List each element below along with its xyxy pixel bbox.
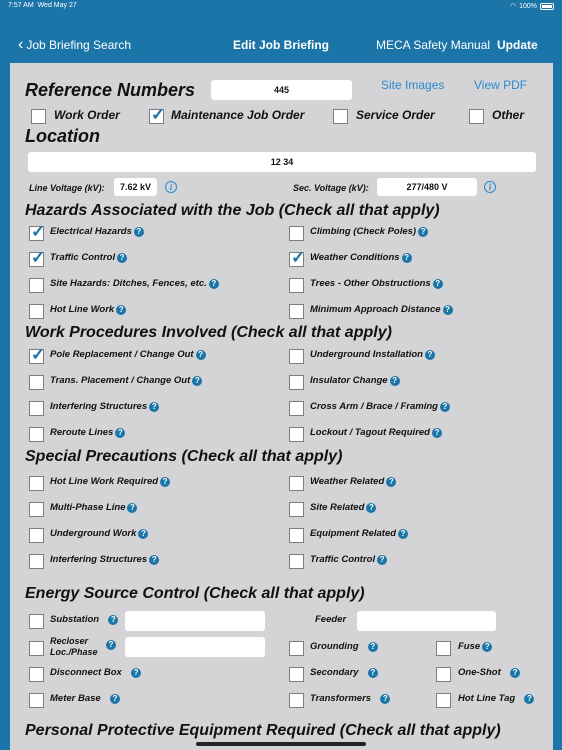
help-icon[interactable]: ?: [116, 305, 126, 315]
help-icon[interactable]: ?: [160, 477, 170, 487]
cross-arm-label: Cross Arm / Brace / Framing ?: [310, 401, 450, 412]
maintenance-job-order-checkbox[interactable]: [149, 105, 166, 124]
status-time: 7:57 AM Wed May 27: [8, 2, 77, 9]
recloser-checkbox[interactable]: [29, 641, 44, 656]
meter-base-label: Meter Base ?: [50, 693, 120, 704]
other-checkbox[interactable]: [469, 109, 484, 124]
help-icon[interactable]: ?: [433, 279, 443, 289]
insulator-change-label: Insulator Change ?: [310, 375, 400, 386]
traffic-control-checkbox[interactable]: [29, 248, 46, 267]
substation-checkbox[interactable]: [29, 614, 44, 629]
service-order-label: Service Order: [356, 108, 435, 122]
update-button[interactable]: Update: [497, 38, 538, 52]
help-icon[interactable]: ?: [443, 305, 453, 315]
checkmark-icon: ✓: [31, 222, 46, 241]
recloser-label: Recloser Loc./Phase: [50, 636, 98, 657]
transformers-label: Transformers ?: [310, 693, 390, 704]
sec-voltage-label: Sec. Voltage (kV):: [293, 183, 369, 193]
help-icon[interactable]: ?: [134, 227, 144, 237]
help-icon[interactable]: ?: [510, 668, 520, 678]
grounding-label: Grounding ?: [310, 641, 378, 652]
trans-placement-checkbox[interactable]: [29, 375, 44, 390]
transformers-checkbox[interactable]: [289, 693, 304, 708]
secondary-checkbox[interactable]: [289, 667, 304, 682]
help-icon[interactable]: ?: [127, 503, 137, 513]
interfering-structures-precaution-label: Interfering Structures ?: [50, 554, 159, 565]
help-icon[interactable]: ?: [110, 694, 120, 704]
form-panel: [10, 63, 553, 750]
hot-line-work-required-checkbox[interactable]: [29, 476, 44, 491]
underground-work-checkbox[interactable]: [29, 528, 44, 543]
equipment-related-label: Equipment Related ?: [310, 528, 408, 539]
climbing-checkbox[interactable]: [289, 226, 304, 241]
interfering-structures-checkbox[interactable]: [29, 401, 44, 416]
chevron-left-icon: ‹: [18, 36, 24, 53]
feeder-label: Feeder: [315, 614, 347, 625]
one-shot-checkbox[interactable]: [436, 667, 451, 682]
minimum-approach-checkbox[interactable]: [289, 304, 304, 319]
reroute-lines-checkbox[interactable]: [29, 427, 44, 442]
checkmark-icon: ✓: [291, 248, 306, 267]
pole-replacement-label: Pole Replacement / Change Out ?: [50, 349, 206, 360]
pole-replacement-checkbox[interactable]: [29, 345, 46, 364]
lockout-tagout-checkbox[interactable]: [289, 427, 304, 442]
checkmark-icon: ✓: [31, 248, 46, 267]
help-icon[interactable]: ?: [366, 503, 376, 513]
fuse-checkbox[interactable]: [436, 641, 451, 656]
status-right: [510, 2, 554, 10]
site-hazards-label: Site Hazards: Ditches, Fences, etc. ?: [50, 278, 219, 289]
interfering-structures-label: Interfering Structures ?: [50, 401, 159, 412]
equipment-related-checkbox[interactable]: [289, 528, 304, 543]
hazards-title: Hazards Associated with the Job (Check all that apply): [25, 202, 440, 219]
trans-placement-label: Trans. Placement / Change Out ?: [50, 375, 202, 386]
safety-manual-button[interactable]: MECA Safety Manual: [376, 38, 491, 52]
nav-bar: [0, 30, 562, 60]
help-icon[interactable]: ?: [432, 428, 442, 438]
help-icon[interactable]: ?: [368, 642, 378, 652]
home-indicator: [196, 742, 366, 746]
status-bar: [0, 0, 562, 14]
reference-number-field[interactable]: 445: [211, 80, 352, 100]
info-icon[interactable]: i: [484, 181, 496, 193]
checkmark-icon: ✓: [31, 345, 46, 364]
weather-related-label: Weather Related ?: [310, 476, 396, 487]
battery-percent: 100%: [519, 2, 537, 10]
hot-line-tag-label: Hot Line Tag ?: [458, 693, 534, 704]
page-title: Edit Job Briefing: [233, 38, 329, 52]
weather-conditions-checkbox[interactable]: [289, 248, 306, 267]
energy-title: Energy Source Control (Check all that apply): [25, 585, 365, 602]
work-order-checkbox[interactable]: [31, 109, 46, 124]
meter-base-checkbox[interactable]: [29, 693, 44, 708]
insulator-change-checkbox[interactable]: [289, 375, 304, 390]
electrical-hazards-checkbox[interactable]: [29, 222, 46, 241]
help-icon[interactable]: ?: [117, 253, 127, 263]
disconnect-box-label: Disconnect Box ?: [50, 667, 141, 678]
hot-line-work-checkbox[interactable]: [29, 304, 44, 319]
multi-phase-line-label: Multi-Phase Line ?: [50, 502, 137, 513]
help-icon[interactable]: ?: [131, 668, 141, 678]
hot-line-work-required-label: Hot Line Work Required ?: [50, 476, 170, 487]
back-label: Job Briefing Search: [26, 38, 132, 52]
checkmark-icon: ✓: [151, 105, 166, 124]
underground-installation-label: Underground Installation ?: [310, 349, 435, 360]
fuse-label: Fuse ?: [458, 641, 492, 652]
battery-icon: [540, 3, 554, 10]
cross-arm-checkbox[interactable]: [289, 401, 304, 416]
underground-installation-checkbox[interactable]: [289, 349, 304, 364]
help-icon[interactable]: ?: [425, 350, 435, 360]
help-icon[interactable]: ?: [106, 640, 116, 650]
hot-line-work-label: Hot Line Work ?: [50, 304, 126, 315]
help-icon[interactable]: ?: [402, 253, 412, 263]
substation-field[interactable]: [125, 611, 265, 631]
hot-line-tag-checkbox[interactable]: [436, 693, 451, 708]
help-icon[interactable]: ?: [418, 227, 428, 237]
help-icon[interactable]: ?: [149, 555, 159, 565]
secondary-label: Secondary ?: [310, 667, 378, 678]
help-icon[interactable]: ?: [380, 694, 390, 704]
help-icon[interactable]: ?: [440, 402, 450, 412]
other-label: Other: [492, 108, 525, 122]
electrical-hazards-label: Electrical Hazards ?: [50, 226, 144, 237]
ppe-title: Personal Protective Equipment Required (Check all that apply): [25, 722, 501, 739]
disconnect-box-checkbox[interactable]: [29, 667, 44, 682]
line-voltage-label: Line Voltage (kV):: [29, 183, 105, 193]
reroute-lines-label: Reroute Lines ?: [50, 427, 125, 438]
site-images-link[interactable]: Site Images: [381, 78, 445, 92]
help-icon[interactable]: ?: [196, 350, 206, 360]
reference-title: Reference Numbers: [25, 80, 196, 100]
trees-obstructions-checkbox[interactable]: [289, 278, 304, 293]
info-icon[interactable]: i: [165, 181, 177, 193]
help-icon[interactable]: ?: [368, 668, 378, 678]
weather-conditions-label: Weather Conditions ?: [310, 252, 412, 263]
underground-work-label: Underground Work ?: [50, 528, 148, 539]
traffic-control-label: Traffic Control ?: [50, 252, 127, 263]
help-icon[interactable]: ?: [138, 529, 148, 539]
grounding-checkbox[interactable]: [289, 641, 304, 656]
weather-related-checkbox[interactable]: [289, 476, 304, 491]
location-title: Location: [25, 126, 100, 146]
help-icon[interactable]: ?: [108, 615, 118, 625]
site-related-label: Site Related ?: [310, 502, 376, 513]
trees-obstructions-label: Trees - Other Obstructions ?: [310, 278, 443, 289]
minimum-approach-label: Minimum Approach Distance ?: [310, 304, 453, 315]
site-hazards-checkbox[interactable]: [29, 278, 44, 293]
feeder-field[interactable]: [357, 611, 496, 631]
help-icon[interactable]: ?: [209, 279, 219, 289]
wifi-icon: ◠: [509, 3, 517, 10]
traffic-control-precaution-label: Traffic Control ?: [310, 554, 387, 565]
recloser-field[interactable]: [125, 637, 265, 657]
lockout-tagout-label: Lockout / Tagout Required ?: [310, 427, 442, 438]
help-icon[interactable]: ?: [482, 642, 492, 652]
interfering-structures-precaution-checkbox[interactable]: [29, 554, 44, 569]
sec-voltage-field[interactable]: 277/480 V: [377, 178, 477, 196]
traffic-control-precaution-checkbox[interactable]: [289, 554, 304, 569]
precautions-title: Special Precautions (Check all that apply): [25, 448, 343, 465]
help-icon[interactable]: ?: [377, 555, 387, 565]
substation-label: Substation ?: [50, 614, 118, 625]
site-related-checkbox[interactable]: [289, 502, 304, 517]
procedures-title: Work Procedures Involved (Check all that apply): [25, 324, 392, 341]
work-order-label: Work Order: [54, 108, 120, 122]
service-order-checkbox[interactable]: [333, 109, 348, 124]
climbing-label: Climbing (Check Poles) ?: [310, 226, 428, 237]
help-icon[interactable]: ?: [192, 376, 202, 386]
help-icon[interactable]: ?: [149, 402, 159, 412]
view-pdf-link[interactable]: View PDF: [474, 78, 528, 92]
line-voltage-field[interactable]: 7.62 kV: [114, 178, 157, 196]
help-icon[interactable]: ?: [390, 376, 400, 386]
help-icon[interactable]: ?: [524, 694, 534, 704]
multi-phase-line-checkbox[interactable]: [29, 502, 44, 517]
maintenance-job-order-label: Maintenance Job Order: [171, 108, 305, 122]
help-icon[interactable]: ?: [115, 428, 125, 438]
one-shot-label: One-Shot ?: [458, 667, 520, 678]
help-icon[interactable]: ?: [398, 529, 408, 539]
back-button[interactable]: [18, 38, 131, 52]
help-icon[interactable]: ?: [386, 477, 396, 487]
location-field[interactable]: 12 34: [28, 152, 536, 172]
